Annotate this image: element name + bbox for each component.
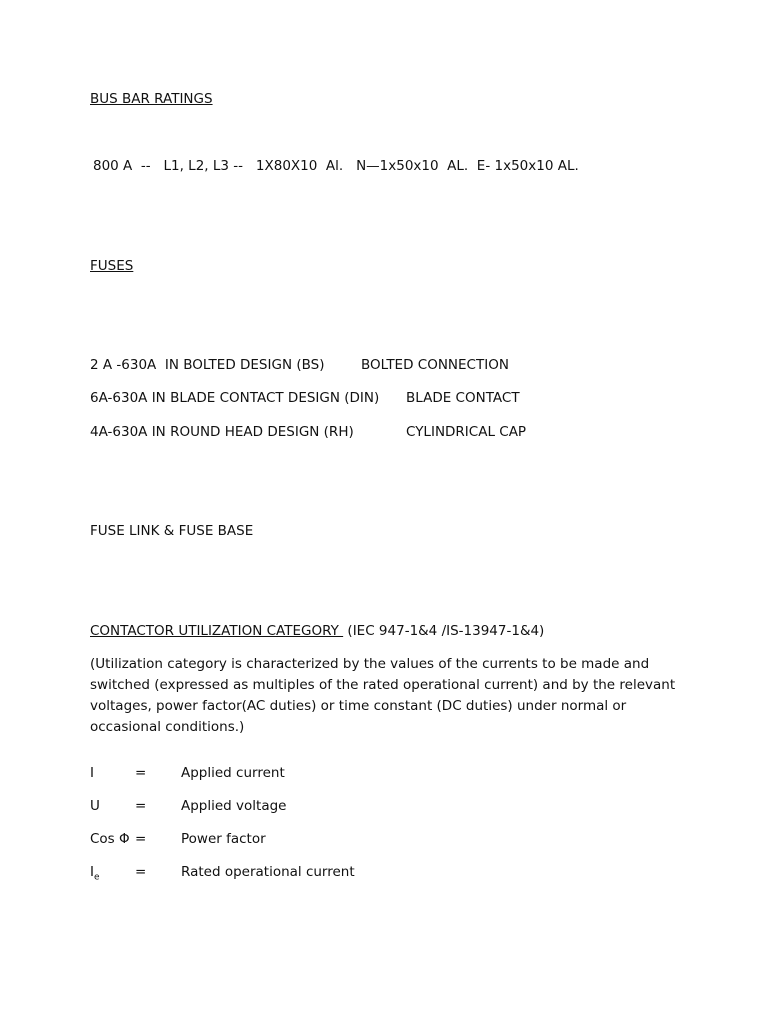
busbar-rating-line: 800 A -- L1, L2, L3 -- 1X80X10 Al. N—1x50x10 AL. E- 1x50x10 AL.: [93, 158, 579, 174]
definition-equals: =: [135, 765, 147, 781]
contactor-heading: CONTACTOR UTILIZATION CATEGORY: [90, 623, 344, 639]
definition-meaning: Rated operational current: [181, 864, 355, 880]
contactor-standard: (IEC 947-1&4 /IS-13947-1&4): [343, 623, 545, 639]
symbol-subscript: e: [93, 872, 100, 883]
fuse-connection: BLADE CONTACT: [406, 390, 520, 406]
definition-meaning: Applied voltage: [181, 798, 287, 814]
definition-symbol: I: [90, 765, 94, 781]
definition-symbol: Cos Φ: [90, 831, 130, 847]
definition-meaning: Power factor: [181, 831, 266, 847]
definition-equals: =: [135, 798, 147, 814]
fuse-design: 2 A -630A IN BOLTED DESIGN (BS): [90, 357, 325, 373]
contactor-description: (Utilization category is characterized by the values of the currents to be made and switched (expressed as multiples of the rated operational current) and by the relevant voltages, power factor(AC duties) or time constant (DC duties) under normal or occasional conditions.): [90, 656, 676, 735]
fuse-design: 6A-630A IN BLADE CONTACT DESIGN (DIN): [90, 390, 380, 406]
definition-equals: =: [135, 864, 147, 880]
definition-symbol: U: [90, 798, 100, 814]
symbol-base: I: [90, 864, 94, 880]
fuse-connection: BOLTED CONNECTION: [361, 357, 509, 373]
definition-equals: =: [135, 831, 147, 847]
fuses-heading: FUSES: [90, 258, 134, 274]
fuse-connection: CYLINDRICAL CAP: [406, 424, 527, 440]
definition-meaning: Applied current: [181, 765, 285, 781]
busbar-heading: BUS BAR RATINGS: [90, 91, 213, 107]
contactor-heading-line: [90, 621, 544, 641]
fuse-link-base-heading: FUSE LINK & FUSE BASE: [90, 523, 254, 539]
fuse-design: 4A-630A IN ROUND HEAD DESIGN (RH): [90, 424, 354, 440]
definition-symbol: [90, 862, 100, 888]
